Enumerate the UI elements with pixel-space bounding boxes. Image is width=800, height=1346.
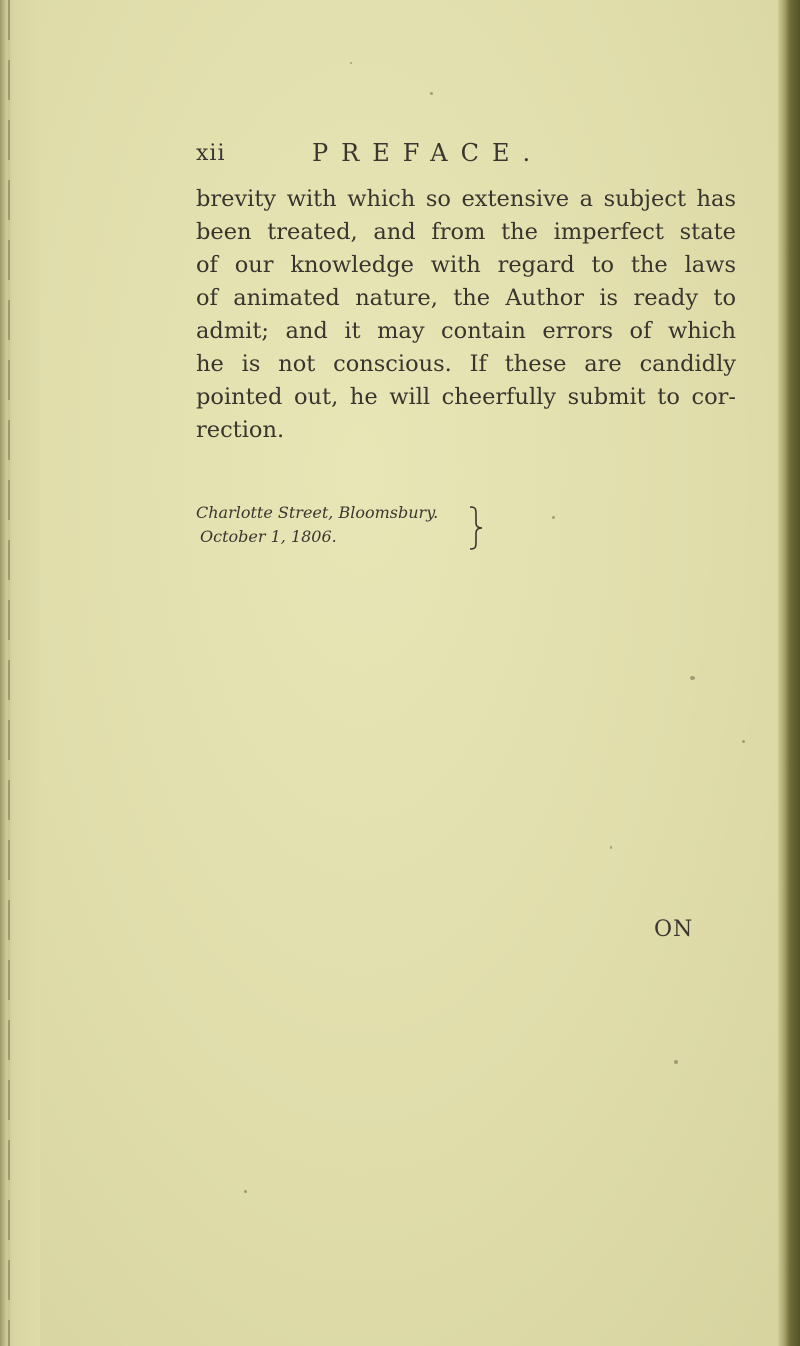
paper-speck bbox=[742, 740, 745, 743]
text-line: of our knowledge with regard to the laws bbox=[196, 252, 736, 278]
binding-gutter bbox=[0, 0, 40, 1346]
text-line: admit; and it may contain errors of which bbox=[196, 318, 736, 344]
text-line: he is not conscious. If these are candidly bbox=[196, 351, 736, 377]
paper-speck bbox=[690, 676, 695, 680]
paper-speck bbox=[610, 846, 612, 849]
running-title: PREFACE. bbox=[312, 139, 544, 167]
catchword: ON bbox=[654, 917, 694, 942]
text-line: been treated, and from the imperfect state bbox=[196, 219, 736, 245]
paper-speck bbox=[674, 1060, 678, 1064]
text-line: pointed out, he will cheerfully submit to cor- bbox=[196, 384, 736, 410]
paper-speck bbox=[430, 92, 433, 95]
signoff-block bbox=[196, 503, 516, 563]
preface-paragraph bbox=[196, 183, 736, 447]
paper-speck bbox=[350, 62, 352, 64]
text-line: rection. bbox=[196, 417, 285, 443]
paper-speck bbox=[552, 516, 555, 519]
page-number: xii bbox=[196, 141, 226, 166]
paper-speck bbox=[244, 1190, 247, 1193]
page-header bbox=[196, 139, 716, 169]
right-brace-icon bbox=[468, 505, 484, 551]
signoff-date: October 1, 1806. bbox=[200, 527, 337, 546]
text-line: brevity with which so extensive a subject has bbox=[196, 186, 736, 212]
text-line: of animated nature, the Author is ready to bbox=[196, 285, 736, 311]
signoff-place: Charlotte Street, Bloomsbury. bbox=[196, 503, 439, 522]
page-right-edge bbox=[778, 0, 800, 1346]
